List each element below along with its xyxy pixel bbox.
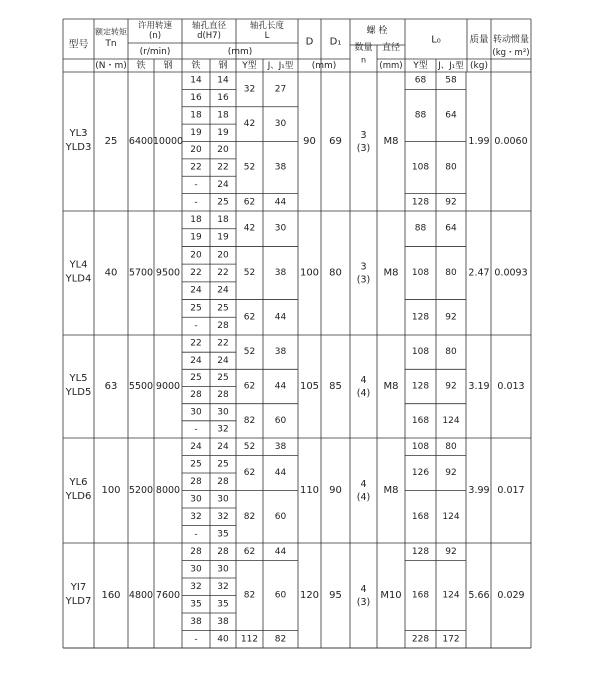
- header-dd-unit: (mm): [311, 61, 337, 71]
- header-bolt-qty-sym: n: [360, 55, 367, 65]
- bore-steel-cell: 30: [217, 494, 229, 505]
- l0-j-cell: 64: [445, 110, 457, 121]
- length-j-cell: 30: [274, 223, 287, 234]
- model-name-line1: YI7: [70, 582, 87, 593]
- bore-iron-cell: -: [194, 179, 198, 190]
- header-d1: D₁: [329, 36, 342, 48]
- length-y-cell: 62: [243, 381, 256, 392]
- bolt-dia-cell: M8: [383, 381, 399, 392]
- bore-iron-cell: 30: [190, 564, 202, 575]
- length-y-cell: 52: [243, 347, 256, 358]
- d-cell: 120: [299, 590, 320, 601]
- bore-iron-cell: 19: [190, 232, 202, 243]
- bolt-qty-alt-cell: (3): [356, 274, 371, 286]
- bore-iron-cell: 32: [190, 511, 202, 522]
- l0-y-cell: 108: [411, 347, 430, 358]
- l0-j-cell: 92: [445, 312, 457, 323]
- bolt-qty-alt-cell: (4): [356, 388, 371, 399]
- bore-iron-cell: 30: [190, 494, 202, 505]
- d-cell: 110: [299, 485, 320, 496]
- bore-iron-cell: 18: [190, 110, 202, 121]
- header-len-y: Y型: [242, 61, 257, 71]
- header-len-j: J、J₁型: [267, 61, 294, 71]
- bore-steel-cell: 24: [217, 179, 229, 190]
- speed-steel-cell: 9500: [155, 267, 181, 279]
- bore-iron-cell: 32: [190, 581, 202, 592]
- length-y-cell: 52: [243, 441, 256, 452]
- header-bolt-qty: 数量: [354, 43, 373, 53]
- bore-iron-cell: 24: [190, 355, 202, 366]
- l0-y-cell: 126: [411, 468, 430, 478]
- bore-iron-cell: 28: [190, 390, 202, 401]
- torque-cell: 63: [104, 381, 118, 392]
- mass-cell: 2.47: [468, 267, 490, 279]
- header-bolt-label: 螺 栓: [366, 26, 388, 36]
- header-bore-steel: 钢: [218, 61, 228, 71]
- bore-iron-cell: 28: [190, 546, 202, 557]
- l0-y-cell: 168: [411, 511, 430, 522]
- speed-iron-cell: 6400: [128, 136, 154, 147]
- bolt-qty-cell: 4: [360, 375, 367, 386]
- bore-steel-cell: 32: [217, 581, 229, 592]
- header-bore-symbol: d(H7): [197, 31, 221, 41]
- length-y-cell: 52: [243, 162, 256, 173]
- header-speed-iron: 铁: [136, 61, 146, 71]
- d1-cell: 90: [329, 485, 342, 496]
- bore-iron-cell: 22: [190, 338, 202, 349]
- l0-y-cell: 128: [411, 381, 430, 392]
- l0-j-cell: 80: [445, 268, 457, 278]
- header-len-symbol: L: [264, 31, 270, 41]
- bolt-dia-cell: M8: [383, 267, 399, 279]
- bore-iron-cell: 14: [190, 75, 202, 86]
- length-j-cell: 60: [274, 511, 287, 522]
- bore-iron-cell: 30: [190, 407, 202, 418]
- bore-iron-cell: 38: [190, 616, 202, 627]
- model-name-line2: YLD4: [65, 273, 92, 285]
- model-name-line1: YL6: [69, 477, 88, 488]
- d1-cell: 85: [329, 381, 342, 392]
- l0-y-cell: 68: [414, 75, 427, 86]
- d-cell: 100: [299, 267, 320, 279]
- length-j-cell: 44: [274, 468, 287, 478]
- mass-cell: 3.99: [468, 485, 490, 496]
- d-cell: 105: [299, 381, 320, 392]
- bore-steel-cell: 28: [217, 546, 229, 557]
- bore-iron-cell: 16: [190, 93, 202, 104]
- inertia-cell: 0.017: [497, 485, 525, 496]
- bore-steel-cell: 40: [217, 634, 229, 645]
- bore-steel-cell: 20: [217, 145, 229, 156]
- inertia-cell: 0.0093: [494, 267, 528, 279]
- header-bolt-unit: (mm): [379, 61, 403, 71]
- bolt-qty-cell: 4: [360, 584, 367, 595]
- bolt-qty-alt-cell: (3): [356, 597, 371, 608]
- l0-j-cell: 92: [445, 546, 457, 557]
- length-j-cell: 60: [274, 590, 287, 601]
- header-inertia: 转动惯量: [492, 35, 530, 45]
- bore-iron-cell: 25: [190, 459, 202, 470]
- header-speed-symbol: (n): [148, 31, 162, 41]
- d1-cell: 80: [329, 267, 342, 279]
- bore-steel-cell: 25: [217, 197, 229, 208]
- header-mm-unit: (mm): [227, 47, 253, 57]
- length-j-cell: 44: [274, 197, 287, 208]
- length-j-cell: 44: [274, 312, 287, 323]
- length-j-cell: 38: [274, 268, 287, 278]
- model-name-line2: YLD6: [65, 491, 92, 502]
- bolt-qty-alt-cell: (3): [356, 143, 371, 154]
- bolt-qty-cell: 4: [360, 479, 367, 490]
- bore-iron-cell: -: [194, 634, 198, 645]
- length-j-cell: 27: [274, 84, 287, 95]
- l0-j-cell: 64: [445, 223, 457, 234]
- length-y-cell: 52: [243, 268, 256, 278]
- mass-cell: 1.99: [468, 136, 490, 147]
- bore-steel-cell: 32: [217, 424, 229, 435]
- bore-steel-cell: 30: [217, 564, 229, 575]
- length-y-cell: 82: [243, 511, 256, 522]
- l0-y-cell: 128: [411, 197, 430, 208]
- speed-iron-cell: 5700: [128, 267, 154, 279]
- l0-j-cell: 124: [442, 511, 460, 522]
- length-y-cell: 62: [243, 546, 256, 557]
- l0-j-cell: 58: [445, 75, 457, 86]
- bore-steel-cell: 22: [217, 338, 229, 349]
- speed-iron-cell: 5200: [128, 485, 154, 496]
- l0-y-cell: 168: [411, 415, 430, 426]
- bore-steel-cell: 24: [217, 285, 229, 296]
- bore-iron-cell: 20: [190, 250, 202, 261]
- l0-y-cell: 228: [411, 634, 430, 645]
- bore-iron-cell: 18: [190, 214, 202, 225]
- length-j-cell: 38: [274, 347, 287, 358]
- speed-iron-cell: 4800: [128, 590, 154, 601]
- bore-iron-cell: 19: [190, 127, 202, 138]
- bore-steel-cell: 25: [217, 459, 229, 470]
- bore-iron-cell: 25: [190, 372, 202, 383]
- header-speed-steel: 钢: [163, 61, 173, 71]
- model-name-line1: YL5: [69, 373, 88, 384]
- header-model: 型号: [68, 39, 89, 51]
- model-name-line2: YLD5: [65, 387, 92, 398]
- bore-steel-cell: 20: [217, 250, 229, 261]
- length-y-cell: 62: [243, 312, 256, 323]
- header-bore-label: 轴孔直径: [191, 21, 227, 31]
- bore-steel-cell: 35: [217, 599, 229, 610]
- l0-j-cell: 124: [442, 590, 460, 601]
- length-y-cell: 82: [243, 590, 256, 601]
- bore-steel-cell: 19: [217, 127, 229, 138]
- torque-cell: 25: [104, 136, 118, 147]
- bore-steel-cell: 24: [217, 441, 229, 452]
- inertia-cell: 0.0060: [494, 136, 528, 147]
- bore-iron-cell: 20: [190, 145, 202, 156]
- bore-steel-cell: 32: [217, 511, 229, 522]
- bore-steel-cell: 19: [217, 232, 229, 243]
- length-j-cell: 30: [274, 119, 287, 130]
- l0-j-cell: 80: [445, 162, 457, 173]
- mass-cell: 5.66: [468, 590, 490, 601]
- speed-steel-cell: 10000: [152, 136, 184, 147]
- bore-iron-cell: 24: [190, 285, 202, 296]
- d-cell: 90: [303, 136, 316, 147]
- l0-y-cell: 168: [411, 590, 430, 601]
- length-j-cell: 44: [274, 546, 287, 557]
- length-y-cell: 42: [243, 119, 256, 130]
- length-j-cell: 38: [274, 441, 287, 452]
- l0-j-cell: 92: [445, 468, 457, 478]
- model-name-line1: YL3: [69, 128, 88, 139]
- bore-steel-cell: 18: [217, 214, 229, 225]
- length-j-cell: 44: [274, 381, 287, 392]
- l0-y-cell: 88: [414, 223, 427, 234]
- header-mass-unit: (kg): [470, 61, 488, 71]
- torque-cell: 40: [104, 267, 118, 279]
- header-speed-label: 许用转速: [137, 21, 173, 31]
- length-y-cell: 32: [243, 84, 256, 95]
- bore-iron-cell: 25: [190, 303, 202, 314]
- length-y-cell: 42: [243, 223, 256, 234]
- bolt-qty-cell: 3: [360, 130, 367, 141]
- header-torque-symbol: Tn: [105, 39, 117, 49]
- bore-steel-cell: 28: [217, 390, 229, 401]
- l0-j-cell: 92: [445, 197, 457, 208]
- bore-steel-cell: 22: [217, 268, 229, 278]
- bolt-qty-alt-cell: (4): [356, 492, 371, 503]
- bore-steel-cell: 25: [217, 372, 229, 383]
- bore-iron-cell: 22: [190, 162, 202, 173]
- d1-cell: 95: [329, 590, 342, 601]
- bore-steel-cell: 24: [217, 355, 229, 366]
- length-j-cell: 38: [274, 162, 287, 173]
- inertia-cell: 0.013: [497, 381, 525, 392]
- header-l0: L₀: [431, 34, 441, 46]
- header-torque-label: 额定转矩: [95, 27, 127, 37]
- length-y-cell: 62: [243, 468, 256, 478]
- l0-j-cell: 80: [445, 347, 457, 358]
- model-name-line2: YLD7: [65, 596, 92, 607]
- length-j-cell: 82: [274, 634, 287, 645]
- bolt-dia-cell: M8: [383, 136, 399, 147]
- bolt-dia-cell: M8: [383, 485, 399, 496]
- bore-iron-cell: -: [194, 321, 198, 332]
- l0-y-cell: 108: [411, 441, 430, 452]
- d1-cell: 69: [329, 136, 342, 147]
- bore-steel-cell: 28: [217, 476, 229, 487]
- bore-steel-cell: 18: [217, 110, 229, 121]
- length-y-cell: 112: [240, 634, 259, 645]
- speed-steel-cell: 7600: [155, 590, 181, 601]
- header-l0-j: J、J₁型: [438, 61, 464, 71]
- bore-iron-cell: -: [194, 529, 198, 540]
- bolt-qty-cell: 3: [360, 261, 367, 273]
- header-speed-unit: (r/min): [139, 47, 171, 57]
- header-torque-unit: (N・m): [95, 61, 127, 71]
- length-y-cell: 62: [243, 197, 256, 208]
- model-name-line1: YL4: [69, 259, 88, 271]
- header-bolt-dia: 直径: [381, 43, 401, 53]
- bore-iron-cell: 22: [190, 268, 202, 278]
- speed-iron-cell: 5500: [128, 381, 154, 392]
- bore-steel-cell: 35: [217, 529, 229, 540]
- header-len-label: 轴孔长度: [249, 21, 285, 31]
- mass-cell: 3.19: [468, 381, 490, 392]
- header-inertia-unit: (kg・m²): [492, 48, 530, 58]
- l0-y-cell: 108: [411, 162, 430, 173]
- bore-iron-cell: -: [194, 424, 198, 435]
- l0-y-cell: 128: [411, 546, 430, 557]
- l0-y-cell: 128: [411, 312, 430, 323]
- torque-cell: 100: [101, 485, 121, 496]
- model-name-line2: YLD3: [65, 142, 92, 153]
- header-d: D: [305, 36, 314, 48]
- speed-steel-cell: 9000: [155, 381, 181, 392]
- header-bore-iron: 铁: [191, 61, 201, 71]
- l0-j-cell: 92: [445, 381, 457, 392]
- l0-y-cell: 108: [411, 268, 430, 278]
- bore-iron-cell: 24: [190, 441, 202, 452]
- l0-j-cell: 80: [445, 441, 457, 452]
- bore-steel-cell: 14: [217, 75, 229, 86]
- length-j-cell: 60: [274, 415, 287, 426]
- length-y-cell: 82: [243, 415, 256, 426]
- torque-cell: 160: [101, 590, 121, 601]
- l0-j-cell: 124: [442, 415, 460, 426]
- bore-iron-cell: -: [194, 197, 198, 208]
- bore-steel-cell: 38: [217, 616, 229, 627]
- header-mass: 质量: [469, 34, 489, 46]
- speed-steel-cell: 8000: [155, 485, 181, 496]
- inertia-cell: 0.029: [497, 590, 525, 601]
- l0-y-cell: 88: [414, 110, 427, 121]
- bore-steel-cell: 30: [217, 407, 229, 418]
- bore-steel-cell: 28: [217, 321, 229, 332]
- header-l0-y: Y型: [413, 61, 428, 71]
- bore-steel-cell: 25: [217, 303, 229, 314]
- bore-steel-cell: 22: [217, 162, 229, 173]
- bore-steel-cell: 16: [217, 93, 229, 104]
- bolt-dia-cell: M10: [380, 590, 402, 601]
- l0-j-cell: 172: [442, 634, 460, 645]
- bore-iron-cell: 28: [190, 476, 202, 487]
- bore-iron-cell: 35: [190, 599, 202, 610]
